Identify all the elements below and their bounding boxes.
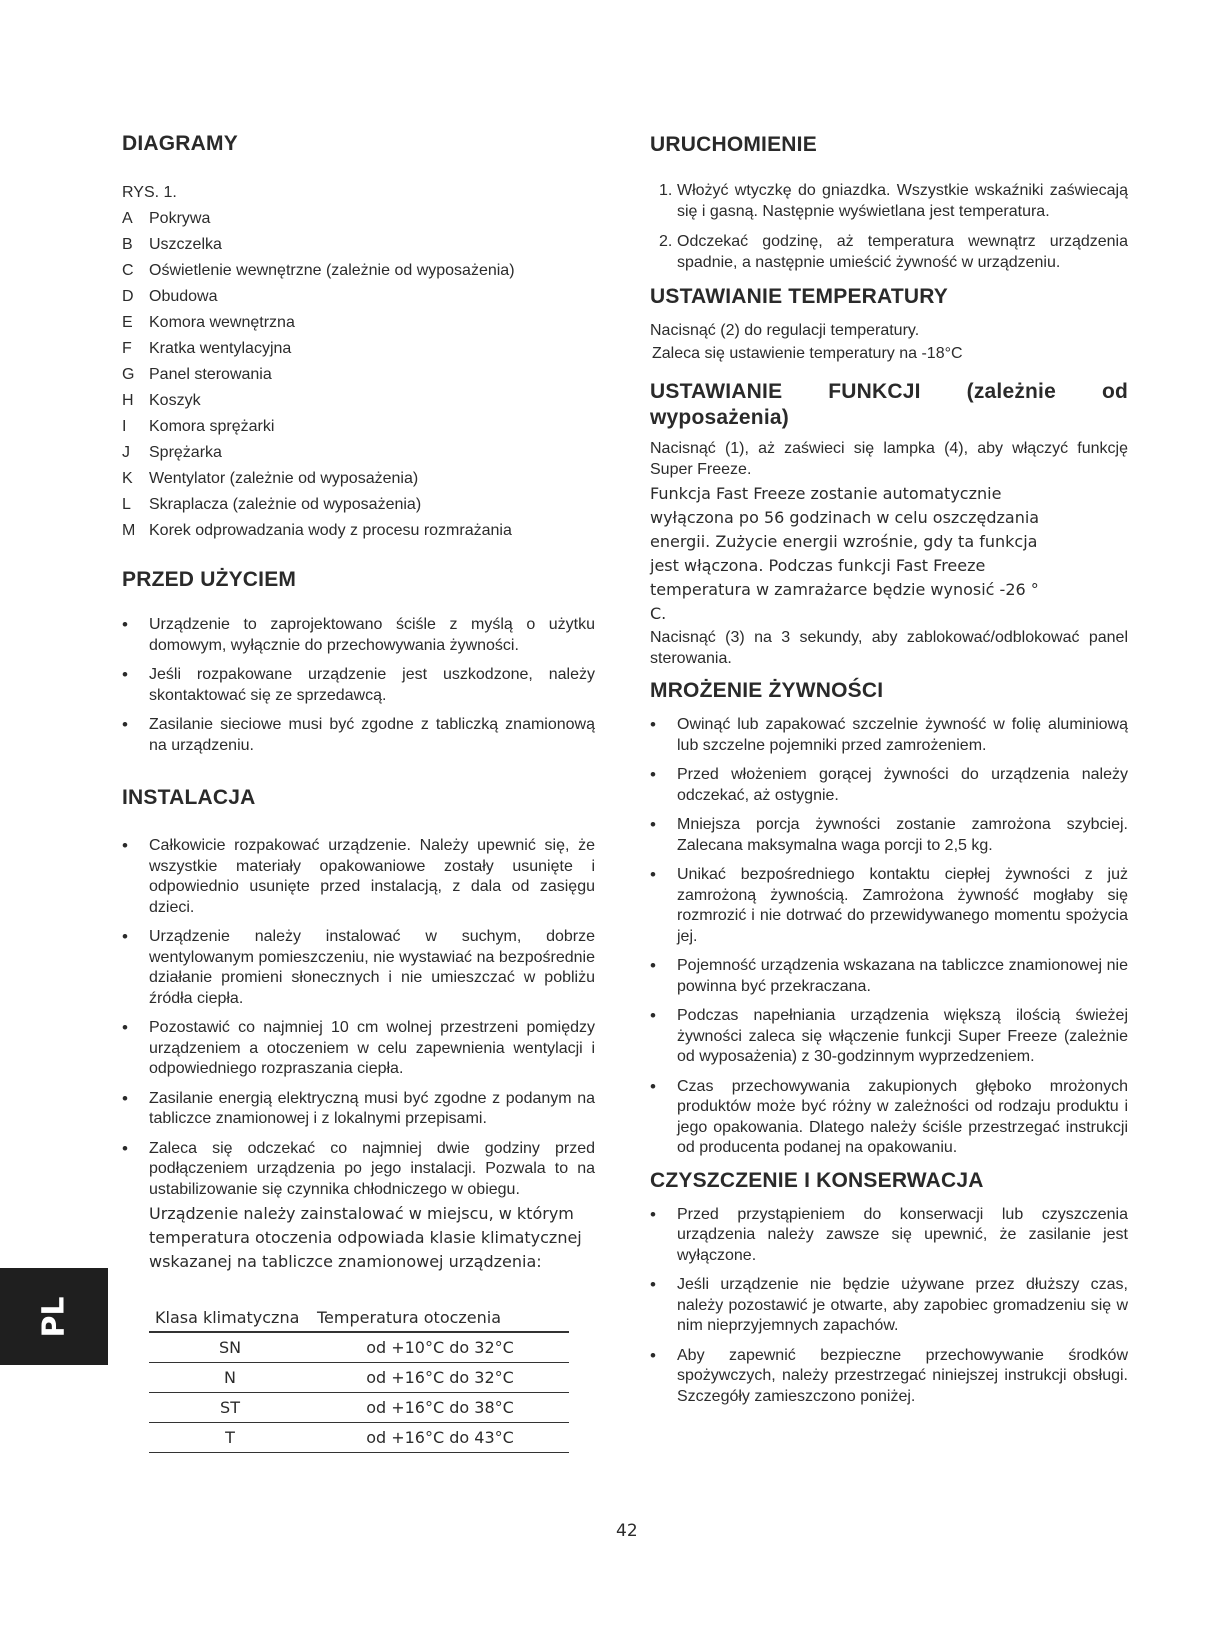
part-text: Obudowa (149, 288, 218, 305)
table-row (149, 1363, 569, 1393)
installation-heading: INSTALACJA (122, 786, 256, 809)
list-item: • Mniejsza porcja żywności zostanie zamrożona szybciej. Zalecana maksymalna waga porcji to 2,5 kg. (650, 815, 1128, 856)
part-row (122, 388, 595, 414)
list-item: • Zasilanie energią elektryczną musi być zgodne z podanym na tabliczce znamionowej i z lokalnymi przepisami. (122, 1089, 595, 1130)
part-row (122, 414, 595, 440)
startup-heading: URUCHOMIENIE (650, 133, 817, 156)
table-row (149, 1332, 569, 1363)
parts-list (122, 180, 595, 544)
page-number: 42 (616, 1521, 638, 1541)
part-row (122, 232, 595, 258)
climate-class-cell: N (149, 1363, 311, 1393)
item-text: Włożyć wtyczkę do gniazdka. Wszystkie wskaźniki zaświecają się i gasną. Następnie wyświetlana jest temperatura. (677, 182, 1128, 220)
part-text: Koszyk (149, 392, 201, 409)
startup-list (650, 181, 1128, 273)
list-item: • Aby zapewnić bezpieczne przechowywanie środków spożywczych, należy przestrzegać niniejszej instrukcji obsługi. Szczegóły zamieszczono poniżej. (650, 1346, 1128, 1408)
item-number: 2. (659, 233, 673, 250)
list-item: • Całkowicie rozpakować urządzenie. Należy upewnić się, że wszystkie materiały opakowaniowe zostały usunięte i odpowiednio usunięte przed instalacją, z dala od zasięgu dzieci. (122, 836, 595, 918)
list-item: • Unikać bezpośredniego kontaktu ciepłej żywności z już zamrożoną żywnością. Zamrożona żywność mogłaby się rozmrozić i nie dotrwać do przewidywanego momentu spożycia jej. (650, 865, 1128, 947)
list-item: • Urządzenie należy instalować w suchym, dobrze wentylowanym pomieszczeniu, nie wystawiać na bezpośrednie działanie promieni słonecznych i nie umieszczać w pobliżu źródła ciepła. (122, 927, 595, 1009)
part-text: Skraplacza (zależnie od wyposażenia) (149, 496, 422, 513)
part-letter: I (122, 418, 127, 435)
part-letter: D (122, 288, 134, 305)
cleaning-list (650, 1205, 1128, 1408)
part-row (122, 518, 595, 544)
language-tab-label: PL (36, 1295, 72, 1338)
temperature-line-1: Nacisnąć (2) do regulacji temperatury. (650, 322, 920, 339)
part-letter: E (122, 314, 133, 331)
list-item: • Pojemność urządzenia wskazana na tabliczce znamionowej nie powinna być przekraczana. (650, 956, 1128, 997)
part-text: Panel sterowania (149, 366, 272, 383)
part-row (122, 258, 595, 284)
part-text: Uszczelka (149, 236, 222, 253)
table-header-temperature: Temperatura otoczenia (311, 1304, 569, 1332)
part-row (122, 492, 595, 518)
numbered-item (650, 232, 1128, 273)
list-item: • Czas przechowywania zakupionych głęboko mrożonych produktów może być różny w zależności od rodzaju produktu i jego opakowania. Dlatego należy ściśle przestrzegać instrukcji od producenta podanej na opakowaniu. (650, 1077, 1128, 1159)
list-item: • Zaleca się odczekać co najmniej dwie godziny przed podłączeniem urządzenia po jego instalacji. Pozwala to na ustabilizowanie się czynnika chłodniczego w obiegu. (122, 1139, 595, 1201)
list-item: • Jeśli urządzenie nie będzie używane przez dłuższy czas, należy pozostawić je otwarte, aby zapobiec gromadzeniu się w nim nieprzyjemnych zapachów. (650, 1275, 1128, 1337)
temperature-line-2: Zaleca się ustawienie temperatury na -18°C (652, 345, 963, 362)
function-paragraph-3: Nacisnąć (3) na 3 sekundy, aby zablokować/odblokować panel sterowania. (650, 629, 1128, 667)
part-letter: J (122, 444, 130, 461)
table-header-class: Klasa klimatyczna (149, 1304, 311, 1332)
function-heading: USTAWIANIE FUNKCJI (zależnie od wyposażenia) (650, 380, 1128, 429)
temperature-heading: USTAWIANIE TEMPERATURY (650, 285, 949, 308)
part-letter: F (122, 340, 132, 357)
part-letter: B (122, 236, 133, 253)
list-item: • Pozostawić co najmniej 10 cm wolnej przestrzeni pomiędzy urządzeniem a otoczeniem w celu zapewnienia wentylacji i odpowiedniego rozpraszania ciepła. (122, 1018, 595, 1080)
right-column (650, 128, 1128, 1407)
climate-class-table (149, 1304, 569, 1453)
part-text: Komora wewnętrzna (149, 314, 295, 331)
function-paragraph-2: Funkcja Fast Freeze zostanie automatycznie wyłączona po 56 godzinach w celu oszczędzania energii. Zużycie energii wzrośnie, gdy ta funkcja jest włączona. Podczas funkcji Fast Freeze temperatura w zamrażarce będzie wynosić -26 ° C. (650, 484, 1040, 623)
part-row (122, 336, 595, 362)
diagrams-heading: DIAGRAMY (122, 132, 238, 155)
part-row (122, 284, 595, 310)
list-item: • Podczas napełniania urządzenia większą ilością świeżej żywności zaleca się włączenie funkcji Super Freeze (zależnie od wyposażenia) z 30-godzinnym wyprzedzeniem. (650, 1006, 1128, 1068)
list-item: • Urządzenie to zaprojektowano ściśle z myślą o użytku domowym, wyłącznie do przechowywania żywności. (122, 615, 595, 656)
part-row (122, 310, 595, 336)
temperature-range-cell: od +16°C do 32°C (311, 1363, 569, 1393)
part-letter: A (122, 210, 133, 227)
part-text: Kratka wentylacyjna (149, 340, 292, 357)
temperature-range-cell: od +16°C do 43°C (311, 1423, 569, 1453)
figure-label: RYS. 1. (122, 184, 177, 201)
part-letter: C (122, 262, 134, 279)
language-tab (0, 1268, 108, 1365)
part-text: Sprężarka (149, 444, 222, 461)
part-text: Wentylator (zależnie od wyposażenia) (149, 470, 419, 487)
list-item: • Zasilanie sieciowe musi być zgodne z tabliczką znamionową na urządzeniu. (122, 715, 595, 756)
temperature-range-cell: od +16°C do 38°C (311, 1393, 569, 1423)
part-text: Pokrywa (149, 210, 211, 227)
part-letter: M (122, 522, 136, 539)
numbered-item (650, 181, 1128, 222)
climate-class-cell: T (149, 1423, 311, 1453)
part-row (122, 362, 595, 388)
list-item: • Przed włożeniem gorącej żywności do urządzenia należy odczekać, aż ostygnie. (650, 765, 1128, 806)
item-text: Odczekać godzinę, aż temperatura wewnątrz urządzenia spadnie, a następnie umieścić żywność w urządzeniu. (677, 233, 1128, 271)
list-item: • Jeśli rozpakowane urządzenie jest uszkodzone, należy skontaktować się ze sprzedawcą. (122, 665, 595, 706)
before-use-heading: PRZED UŻYCIEM (122, 568, 297, 591)
climate-note: Urządzenie należy zainstalować w miejscu, w którym temperatura otoczenia odpowiada klasie klimatycznej wskazanej na tabliczce znamionowej urządzenia: (149, 1204, 582, 1271)
table-row (149, 1423, 569, 1453)
part-letter: L (122, 496, 131, 513)
climate-class-cell: SN (149, 1332, 311, 1363)
part-letter: G (122, 366, 135, 383)
part-row (122, 440, 595, 466)
part-letter: H (122, 392, 134, 409)
item-number: 1. (659, 182, 673, 199)
table-row (149, 1393, 569, 1423)
installation-list (122, 836, 595, 1200)
temperature-range-cell: od +10°C do 32°C (311, 1332, 569, 1363)
left-column (122, 128, 595, 1453)
part-letter: K (122, 470, 133, 487)
part-text: Oświetlenie wewnętrzne (zależnie od wyposażenia) (149, 262, 515, 279)
list-item: • Owinąć lub zapakować szczelnie żywność w folię aluminiową lub szczelne pojemniki przed zamrożeniem. (650, 715, 1128, 756)
part-row (122, 466, 595, 492)
freezing-heading: MROŻENIE ŻYWNOŚCI (650, 679, 884, 702)
cleaning-heading: CZYSZCZENIE I KONSERWACJA (650, 1168, 984, 1192)
part-row (122, 206, 595, 232)
part-text: Korek odprowadzania wody z procesu rozmrażania (149, 522, 512, 539)
list-item: • Przed przystąpieniem do konserwacji lub czyszczenia urządzenia należy zawsze się upewnić, że zasilanie jest wyłączone. (650, 1205, 1128, 1267)
freezing-list (650, 715, 1128, 1159)
before-use-list (122, 615, 595, 756)
function-paragraph-1: Nacisnąć (1), aż zaświeci się lampka (4), aby włączyć funkcję Super Freeze. (650, 440, 1128, 478)
part-text: Komora sprężarki (149, 418, 275, 435)
table-header-row (149, 1304, 569, 1332)
climate-class-cell: ST (149, 1393, 311, 1423)
